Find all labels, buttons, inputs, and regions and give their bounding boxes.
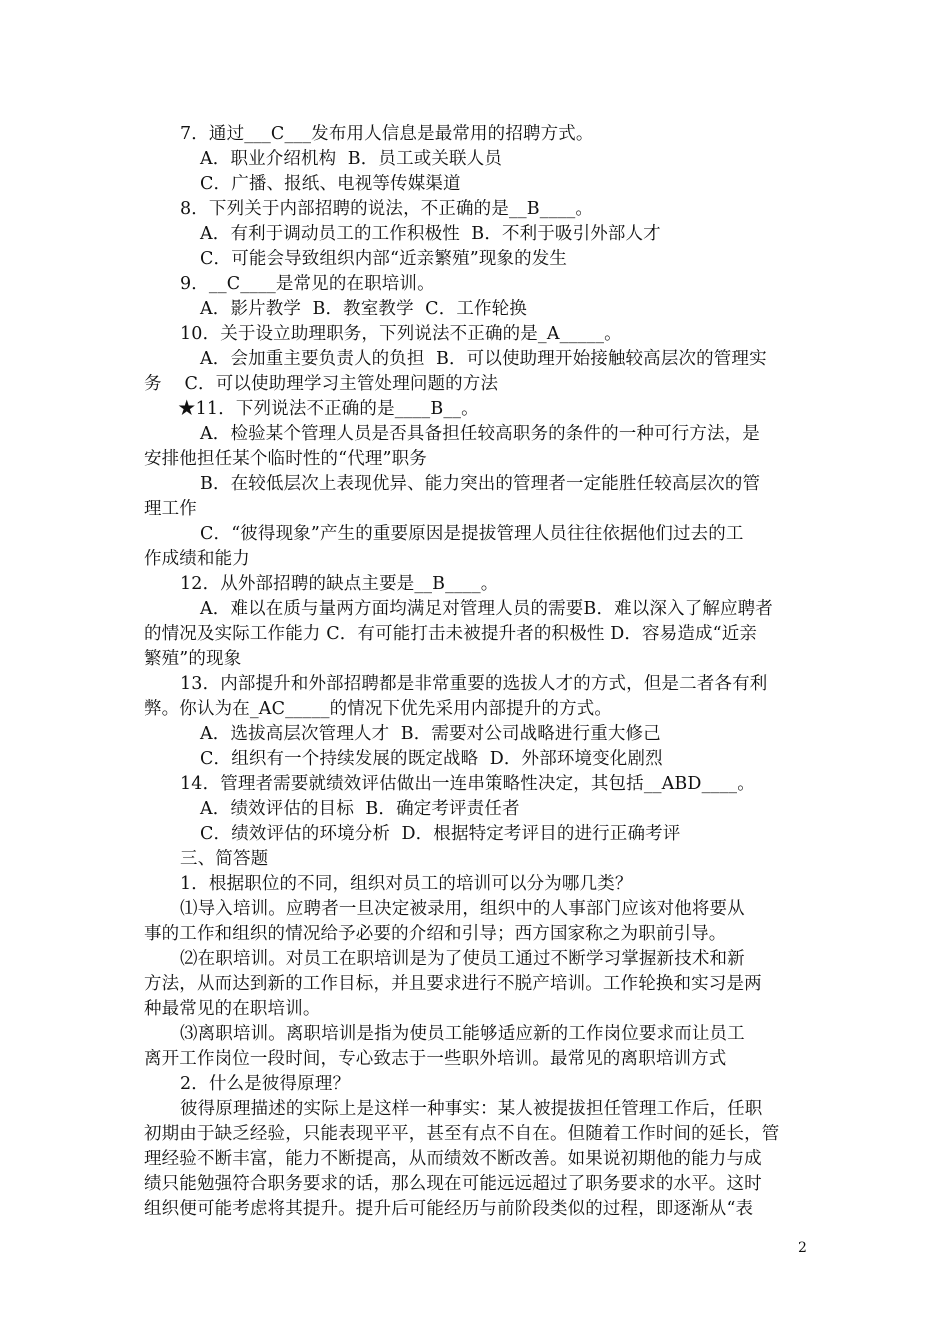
text-line: A．难以在质与量两方面均满足对管理人员的需要B．难以深入了解应聘者	[200, 599, 773, 619]
text-line: C．可能会导致组织内部“近亲繁殖”现象的发生	[200, 249, 568, 269]
text-line: 作成绩和能力	[144, 549, 250, 569]
text-line: 弊。你认为在_AC_____的情况下优先采用内部提升的方式。	[144, 699, 613, 719]
text-line: A．绩效评估的目标 B．确定考评责任者	[200, 799, 520, 819]
text-line: 的情况及实际工作能力 C．有可能打击未被提升者的积极性 D．容易造成“近亲	[144, 624, 758, 644]
text-line: 9．__C____是常见的在职培训。	[180, 274, 435, 294]
text-line: C．绩效评估的环境分析 D．根据特定考评目的进行正确考评	[200, 824, 681, 844]
text-line: 10．关于设立助理职务，下列说法不正确的是_A_____。	[180, 324, 622, 344]
text-line: 2．什么是彼得原理？	[180, 1074, 351, 1094]
text-line: 7．通过___C___发布用人信息是最常用的招聘方式。	[180, 124, 594, 144]
text-line: ⑶离职培训。离职培训是指为使员工能够适应新的工作岗位要求而让员工	[180, 1024, 745, 1044]
text-line: B．在较低层次上表现优异、能力突出的管理者一定能胜任较高层次的管	[200, 474, 761, 494]
text-line: A．选拔高层次管理人才 B．需要对公司战略进行重大修己	[200, 724, 661, 744]
text-line: 1．根据职位的不同，组织对员工的培训可以分为哪几类？	[180, 874, 633, 894]
text-line: C．“彼得现象”产生的重要原因是提拔管理人员往往依据他们过去的工	[200, 524, 744, 544]
text-line: A．检验某个管理人员是否具备担任较高职务的条件的一种可行方法，是	[200, 424, 760, 444]
text-line: ★11．下列说法不正确的是____B__。	[178, 399, 479, 419]
text-line: A．职业介绍机构 B．员工或关联人员	[200, 149, 502, 169]
text-line: C．广播、报纸、电视等传媒渠道	[200, 174, 461, 194]
text-line: 务 C．可以使助理学习主管处理问题的方法	[144, 374, 499, 394]
text-line: 安排他担任某个临时性的“代理”职务	[144, 449, 427, 469]
text-line: C．组织有一个持续发展的既定战略 D．外部环境变化剧烈	[200, 749, 663, 769]
text-line: 彼得原理描述的实际上是这样一种事实：某人被提拔担任管理工作后，任职	[180, 1099, 763, 1119]
text-line: 理经验不断丰富，能力不断提高，从而绩效不断改善。如果说初期他的能力与成	[144, 1149, 762, 1169]
text-line: 理工作	[144, 499, 197, 519]
text-line: 12．从外部招聘的缺点主要是__B____。	[180, 574, 499, 594]
text-line: ⑵在职培训。对员工在职培训是为了使员工通过不断学习掌握新技术和新	[180, 949, 745, 969]
text-line: ⑴导入培训。应聘者一旦决定被录用，组织中的人事部门应该对他将要从	[180, 899, 745, 919]
text-line: 组织便可能考虑将其提升。提升后可能经历与前阶段类似的过程，即逐渐从“表	[144, 1199, 754, 1219]
text-line: 三、简答题	[180, 849, 269, 869]
text-line: A．影片教学 B．教室教学 C．工作轮换	[200, 299, 527, 319]
text-line: 种最常见的在职培训。	[144, 999, 321, 1019]
text-line: 13．内部提升和外部招聘都是非常重要的选拔人才的方式，但是二者各有利	[180, 674, 768, 694]
text-line: A．会加重主要负责人的负担 B．可以使助理开始接触较高层次的管理实	[200, 349, 767, 369]
page-body	[144, 122, 806, 1222]
text-line: 14．管理者需要就绩效评估做出一连串策略性决定，其包括__ABD____。	[180, 774, 755, 794]
text-line: 方法，从而达到新的工作目标，并且要求进行不脱产培训。工作轮换和实习是两	[144, 974, 762, 994]
page-number: 2	[798, 1240, 807, 1256]
text-line: 初期由于缺乏经验，只能表现平平，甚至有点不自在。但随着工作时间的延长，管	[144, 1124, 780, 1144]
text-line: 繁殖”的现象	[144, 649, 242, 669]
text-line: A．有利于调动员工的工作积极性 B．不利于吸引外部人才	[200, 224, 661, 244]
text-line: 8．下列关于内部招聘的说法，不正确的是__B____。	[180, 199, 594, 219]
text-line: 事的工作和组织的情况给予必要的介绍和引导；西方国家称之为职前引导。	[144, 924, 727, 944]
text-line: 绩只能勉强符合职务要求的话，那么现在可能远远超过了职务要求的水平。这时	[144, 1174, 762, 1194]
text-line: 离开工作岗位一段时间，专心致志于一些职外培训。最常见的离职培训方式	[144, 1049, 727, 1069]
